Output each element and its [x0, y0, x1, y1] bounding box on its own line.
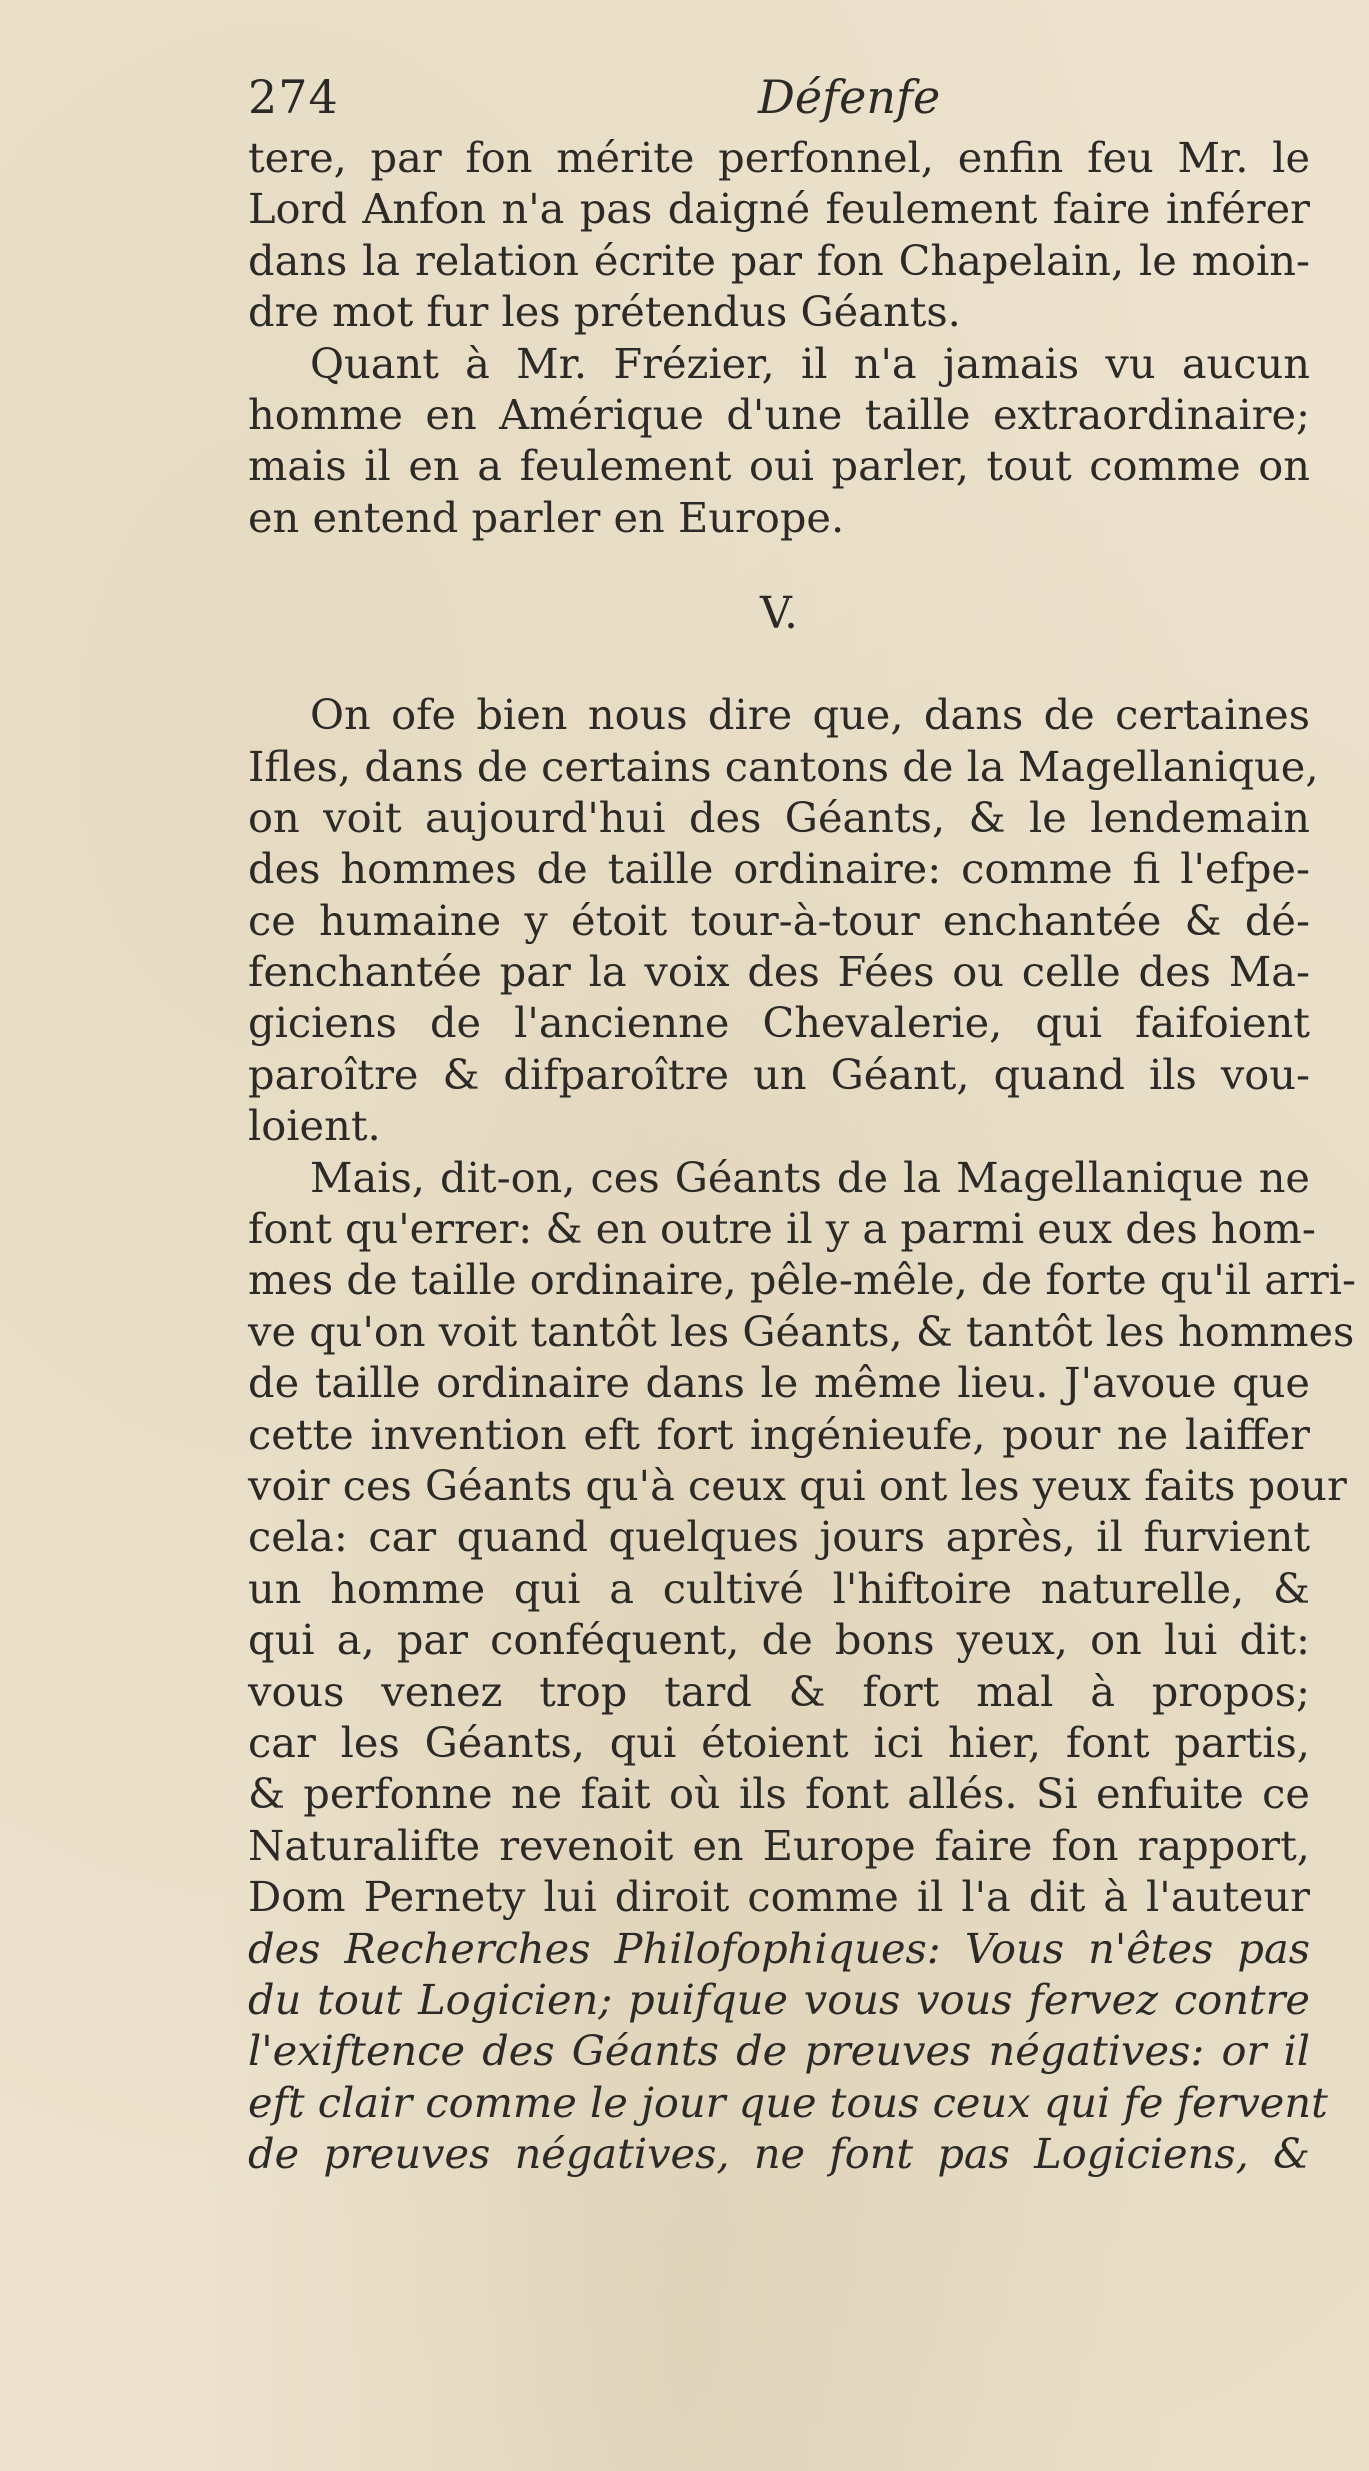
- paragraph: [248, 132, 1310, 338]
- text-line: cette invention eft fort ingénieufe, pour ne laiffer: [248, 1409, 1310, 1459]
- text-line: giciens de l'ancienne Chevalerie, qui faifoient: [248, 998, 1310, 1048]
- text-line: Quant à Mr. Frézier, il n'a jamais vu aucun: [310, 338, 1310, 388]
- text-line: On ofe bien nous dire que, dans de certaines: [310, 690, 1310, 740]
- text-line: cela: car quand quelques jours après, il furvient: [248, 1512, 1310, 1562]
- text-line: tere, par fon mérite perfonnel, enfin feu Mr. le: [248, 133, 1310, 182]
- text-line: en entend parler en Europe.: [248, 492, 845, 542]
- text-line: Dom Pernety lui diroit comme il l'a dit à l'auteur: [248, 1872, 1310, 1922]
- paragraph: [248, 1152, 1357, 2180]
- text-line: font qu'errer: & en outre il y a parmi eux des hom-: [248, 1204, 1316, 1254]
- page-header: [248, 70, 1288, 140]
- text-line: fenchantée par la voix des Fées ou celle des Ma-: [248, 947, 1310, 997]
- body-text: [248, 132, 1357, 2179]
- text-line: car les Géants, qui étoient ici hier, font partis,: [248, 1717, 1310, 1767]
- text-line: dans la relation écrite par fon Chapelain, le moin-: [248, 235, 1310, 285]
- text-line: paroître & difparoître un Géant, quand ils vou-: [248, 1049, 1310, 1099]
- text-line: on voit aujourd'hui des Géants, & le lendemain: [248, 792, 1310, 842]
- italic-text-line: du tout Logicien; puifque vous vous fervez contre: [248, 1974, 1310, 2024]
- text-line: qui a, par conféquent, de bons yeux, on lui dit:: [248, 1615, 1310, 1665]
- text-line: loient.: [248, 1101, 381, 1151]
- italic-text-line: de preuves négatives, ne font pas Logiciens, &: [248, 2129, 1310, 2179]
- text-line: voir ces Géants qu'à ceux qui ont les yeux faits pour: [248, 1460, 1347, 1510]
- text-line: homme en Amérique d'une taille extraordinaire;: [248, 389, 1310, 439]
- text-line: mes de taille ordinaire, pêle-mêle, de forte qu'il arri-: [248, 1255, 1357, 1305]
- text-line: ve qu'on voit tantôt les Géants, & tantôt les hommes: [248, 1306, 1355, 1356]
- page-number: 274: [248, 70, 339, 124]
- italic-text-line: des Recherches Philofophiques: Vous n'êtes pas: [248, 1923, 1310, 1973]
- text-line: ce humaine y étoit tour-à-tour enchantée & dé-: [248, 895, 1310, 945]
- text-line: Mais, dit-on, ces Géants de la Magellanique ne: [310, 1152, 1310, 1202]
- text-line: Naturalifte revenoit en Europe faire fon rapport,: [248, 1820, 1310, 1870]
- italic-text-line: eft clair comme le jour que tous ceux qui fe fervent: [248, 2077, 1328, 2127]
- text-line: Ifles, dans de certains cantons de la Magellanique,: [248, 741, 1319, 791]
- text-line: Lord Anfon n'a pas daigné feulement faire inférer: [248, 184, 1310, 234]
- italic-text-line: l'exiftence des Géants de preuves négatives: or il: [248, 2026, 1310, 2076]
- text-line: vous venez trop tard & fort mal à propos;: [248, 1666, 1310, 1716]
- text-line: de taille ordinaire dans le même lieu. J'avoue que: [248, 1358, 1310, 1408]
- text-line: & perfonne ne fait où ils font allés. Si enfuite ce: [248, 1769, 1310, 1819]
- paragraph: [248, 689, 1319, 1152]
- text-line: des hommes de taille ordinaire: comme fi l'efpe-: [248, 844, 1310, 894]
- running-head: Défenfe: [758, 70, 941, 124]
- text-line: un homme qui a cultivé l'hiftoire naturelle, &: [248, 1563, 1310, 1613]
- section-heading: V.: [759, 588, 799, 640]
- paragraph: [248, 338, 1310, 544]
- text-line: dre mot fur les prétendus Géants.: [248, 287, 961, 337]
- text-line: mais il en a feulement oui parler, tout comme on: [248, 441, 1310, 491]
